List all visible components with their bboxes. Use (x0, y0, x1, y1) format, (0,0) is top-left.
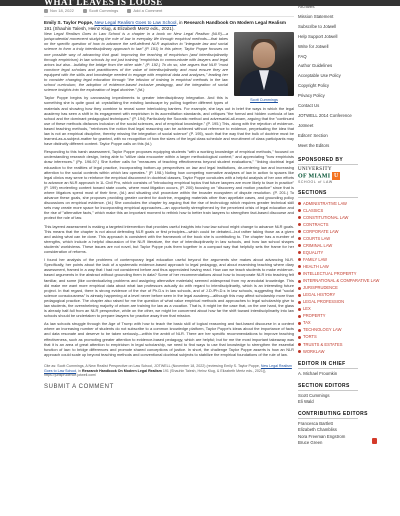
sidebar (298, 2, 398, 516)
sidebar-link[interactable] (298, 2, 398, 12)
sidebar-link[interactable] (298, 111, 398, 121)
editor-link-label: Eli Wald (298, 399, 314, 405)
section-link[interactable] (298, 228, 398, 235)
bullet-icon (298, 202, 301, 205)
sidebar-link[interactable] (298, 81, 398, 91)
section-link[interactable] (298, 284, 398, 291)
byline-in: , in (176, 20, 183, 25)
post-author-link[interactable]: Scott Cummings (88, 8, 119, 13)
bullet-icon (298, 223, 301, 226)
section-link-label: TAX (303, 320, 311, 326)
section-link-label: EQUALITY (303, 249, 324, 255)
section-link[interactable] (298, 256, 398, 263)
bullet-icon (298, 301, 301, 304)
sidebar-link[interactable] (298, 121, 398, 131)
article-body (44, 31, 294, 360)
section-link[interactable] (298, 277, 398, 284)
author-photo[interactable] (234, 32, 294, 96)
bullet-icon (298, 216, 301, 219)
section-link[interactable] (298, 207, 398, 214)
sidebar-link[interactable] (298, 61, 398, 71)
section-link[interactable] (298, 214, 398, 221)
editor-link-label: Scott Cummings (298, 392, 330, 398)
divider (298, 197, 358, 198)
sidebar-link[interactable] (298, 131, 398, 141)
reviewed-authors: Emily S. Taylor Poppe, (44, 20, 94, 25)
bullet-icon (298, 209, 301, 212)
section-link-label: TECHNOLOGY LAW (303, 327, 342, 333)
sidebar-link-label: Archives (298, 4, 315, 9)
section-link-label: CONSTITUTIONAL LAW (303, 214, 349, 220)
bullet-icon (298, 336, 301, 339)
sidebar-link-label: FAQ (298, 53, 307, 59)
divider (298, 418, 358, 419)
bullet-icon (298, 350, 301, 353)
bullet-icon (298, 244, 301, 247)
section-link[interactable] (298, 200, 398, 207)
sponsor-line3: SCHOOL of LAW (298, 179, 333, 184)
section-link[interactable] (298, 270, 398, 277)
sponsor-line1: UNIVERSITY (298, 166, 332, 172)
divider (298, 390, 358, 391)
section-link[interactable] (298, 326, 398, 333)
sidebar-link-label: Author Guidelines (298, 63, 333, 69)
add-comment-link[interactable]: Add a Comment (133, 8, 163, 13)
paragraph-5: I found her analysis of the problems of contemporary legal education useful beyond the arguments she makes about advancing NLR. Specifically, her points about the lack of a systematic evidence-based approach to legal pedagogy, and about examining teaching where diary assessment, framed in a way that I had not considered before and thus appreciated having read. How can we teach students to make evidence-based arguments in the abstract without grounding them in data? Some of her recommendations about how to incorporate NLR into teaching felt familiar, and some (like contextualizing problems and assigning alternative materials) seemed widespread from my anecdotal knowledge. This did make me want more empirical data about what law professors actually do with regard to interdisciplinarity, which is an interesting future project. In that regard, there is strong evidence of the rise of Ph.D.s in law schools, and of J.D./Ph.D.s in law schools, suggesting that "social science consciousness" is already happening at a level never before seen in the legal academy—although this may affect scholarship more than pedagogical practice. The chapter also raised for me the question of what value empirical methods and approaches to legal scholarship give to law students, the overwhelming majority of whom are training for law as a vocation. That is, it might be the case that, on the one hand, the glass is already half-full from an NLR perspective, while on the other, we might be concerned about how far the shift toward interdisciplinarity into law schools should be undertaken to prepare lawyers for practice away from that mission. (44, 257, 294, 319)
bullet-icon (298, 329, 301, 332)
author-photo-caption[interactable]: Scott Cummings (250, 98, 278, 103)
user-icon (83, 9, 87, 13)
sponsor-line2-text: OF MIAMI (298, 172, 331, 179)
sidebar-link[interactable] (298, 52, 398, 62)
section-link[interactable] (298, 333, 398, 340)
sidebar-link-label: Help Support Jotwell (298, 33, 338, 39)
sidebar-link[interactable] (298, 91, 398, 101)
sponsor-logo[interactable] (298, 167, 398, 184)
section-link-label: LEGAL PROFESSION (303, 299, 345, 305)
calendar-icon (44, 9, 48, 13)
sidebar-link[interactable] (298, 12, 398, 22)
sidebar-link[interactable] (298, 22, 398, 32)
editor-link-label: Elizabeth Chambliss (298, 427, 337, 433)
section-editors-heading: SECTION EDITORS (298, 382, 350, 389)
sidebar-link[interactable] (298, 101, 398, 111)
contributing-editors-heading: CONTRIBUTING EDITORS (298, 411, 368, 418)
section-link-label: COURTS LAW (303, 235, 331, 241)
bullet-icon (298, 343, 301, 346)
section-link[interactable] (298, 263, 398, 270)
section-link[interactable] (298, 235, 398, 242)
sponsored-heading: SPONSORED BY (298, 156, 344, 163)
sidebar-link-label: Editors' Section (298, 132, 328, 138)
u-logo-icon: U (334, 172, 339, 179)
section-link-label: HEALTH LAW (303, 264, 329, 270)
sidebar-link[interactable] (298, 32, 398, 42)
paragraph-6: As law schools struggle through the Age of Trump with how to teach the basic skill of logical reasoning and fact-based discourse in a context where an increasing number of students do not subscribe to a common knowledge platform, Taylor Poppe's ideas about the importance of facts and data resonate and deserve to be taken seriously—within the ambit of NLR. There are her specific recommendations to improve teaching effectiveness, such as promoting greater attention to evidence-based pedagogy, which are helpful; but for me the most important takeaway was that it is an area of great attention to empiricism in legal scholarship, we need to find ways to use that knowledge to strengthen the essential function of law: to bridge differences and promote shared conceptions of justice. In short, the challenge Taylor Poppe asserts is how an NLR approach could scale up beyond teaching methods and conventional doctrinal subjects to stabilize the empirical foundations of the rule of law. (44, 321, 294, 357)
paragraph-2: Taylor Poppe begins by canvassing impediments to greater interdisciplinary integration. And this is something she is quite good at: crystallizing the existing landscape by pulling together different types of materials and showing how they combine to reveal some interlocking barriers. For example, she lays out in brief the ways in which the legal academy has seen a shift in its engagement with empiricism in its accreditation standards, and critiques "the formal and hidden curricula of law school and the dominant pedagogical techniques." (P. 194) Particularly the Socratic method and adversarial-all-exam, arguing that the "continued use of these methods disfavors inclusion of the social sciences, and of empirical knowledge." (P. 195.) This, along with the rejection of evidence-based teaching methods, "reinforces the notion that legal reasoning can be achieved without reference to evidence, perpetuating the idea that law is not an empirical discipline, thereby missing the integration of social science" (P. 195), such that the way that the bulk of doctrine must be learned-as-a-subject-matter for granted, with no recognition of how the sizes of the legal class schedule and recruitment of class participants may have distinctly different content. Taylor Poppe calls on this (Id.) (44, 95, 294, 147)
bullet-icon (298, 315, 301, 318)
bullet-icon (298, 287, 301, 290)
section-link-label: INTELLECTUAL PROPERTY (303, 271, 357, 277)
post-meta (44, 8, 294, 14)
paragraph-4: This layered assessment is making a targeted intervention that provides useful insights into how law school might change to advance NLR goals. This means that the chapter is not about defending NLR goals or first principles—which could be debated—but rather taking those as a given and asking what can be done. This approach is consistent with the framework of the book she is contributing to. The chapter has a number of strengths, which include a helpful discussion of the NLR literature, the rise of interdisciplinarity in law schools, and how law school shapes students' worldviews. These issues are not novel, but Taylor Poppe puts them together in a compact way that helpfully sets the frame for her consideration of reforms. (44, 223, 294, 255)
comment-icon (127, 9, 131, 13)
post-title: WHAT LEAVES IS LOOSE (44, 0, 163, 6)
section-link-label: TORTS (303, 334, 317, 340)
divider (298, 164, 358, 165)
section-link[interactable] (298, 249, 398, 256)
bullet-icon (298, 237, 301, 240)
paragraph-1: New Legal Realism Goes to Law School is a chapter in a book on New Legal Realism (NLR)—a jurisprudential movement studying the role of law in everyday life through empirical methods—that takes on the specific question of how to advance the self-defined NLR aspiration to "integrate law and social science to form a truly interdisciplinary approach to law" (P. 191) In this piece, Taylor Poppe focuses on one possible way of advancing that goal: improving the teaching of empiricism (and interdisciplinarity through empiricism) in law schools by not just training "empiricists to communicate with lawyers and legal actors but also…building the bridge from the other side." (P. 192.) To do so, she argues that NLR "must convince legal scholars and practitioners of the value of interdisciplinarity and must ensure they are equipped with the skills and knowledge needed to engage with empirical data and analyses," leading her to consider changing legal education through "the infusion of training in empirical methods in the law school curriculum, the adoption of evidence-based inclusive pedagogy, and the integration of social science insights into the exploration of legal doctrine." (Id.) (44, 31, 228, 93)
byline-details: 191 (Shauhin Talesh, Heinz Klug, & Elizabeth Mertz eds., 2021). (44, 25, 175, 31)
section-link[interactable] (298, 242, 398, 249)
section-link-label: LEGAL HISTORY (303, 292, 336, 298)
sidebar-link-label: Contact Us (298, 103, 320, 109)
sidebar-link[interactable] (298, 42, 398, 52)
bullet-icon (298, 280, 301, 283)
divider (44, 16, 294, 17)
section-link[interactable] (298, 348, 398, 355)
bullet-icon (298, 251, 301, 254)
sidebar-link-label: Subscribe to Jotwell (298, 23, 337, 29)
editor-in-chief-list (298, 371, 398, 377)
bullet-icon (298, 272, 301, 275)
section-link-label: LEX (303, 306, 311, 312)
citation (44, 364, 294, 378)
divider (298, 368, 358, 369)
author-photo-box (234, 32, 294, 102)
sidebar-link-label: Copyright Policy (298, 83, 330, 89)
cite-book-title: Research Handbook On Modern Legal Realism (81, 368, 162, 373)
sections-list (298, 200, 398, 355)
sponsor-line2 (298, 172, 398, 180)
section-link-label: CLASSICS (303, 207, 324, 213)
section-link-label: PROPERTY (303, 313, 326, 319)
cite-lead: Cite as: Scott Cummings, A New Realist Perspective on Law School, JOTWELL (November 18, 2022) (reviewing Emily S. Taylor Poppe, (44, 363, 260, 368)
section-link[interactable] (298, 341, 398, 348)
section-link-label: TRUSTS & ESTATES (303, 341, 343, 347)
sidebar-links (298, 2, 398, 151)
post-date: Nov 18, 2022 (50, 8, 74, 13)
section-link[interactable] (298, 319, 398, 326)
sidebar-link-label: JOTWELL 2014 Conference (298, 112, 352, 118)
section-link-label: FAMILY LAW (303, 256, 328, 262)
bullet-icon (298, 265, 301, 268)
reviewed-book-title: Research Handbook On Modern Legal Realism (183, 20, 286, 25)
section-link-label: JURISPRUDENCE (303, 285, 338, 291)
section-link-label: ADMINISTRATIVE LAW (303, 200, 347, 206)
section-link[interactable] (298, 298, 398, 305)
section-link[interactable] (298, 221, 398, 228)
editor-in-chief-heading: EDITOR IN CHIEF (298, 360, 346, 367)
sidebar-link[interactable] (298, 71, 398, 81)
section-link-label: CRIMINAL LAW (303, 242, 333, 248)
bullet-icon (298, 230, 301, 233)
article (44, 8, 294, 516)
reviewed-work (44, 20, 294, 31)
sidebar-link-label: Mission Statement (298, 13, 334, 19)
sections-heading: SECTIONS (298, 189, 327, 196)
section-link[interactable] (298, 312, 398, 319)
editor-link-label: Francesca Bartlett (298, 421, 333, 427)
cite-article-link[interactable]: New Legal Realism Goes to Law School (44, 363, 292, 373)
bullet-icon (298, 322, 301, 325)
sidebar-link-label: Write for Jotwell (298, 43, 329, 49)
bullet-icon (298, 294, 301, 297)
editor-link-label: A. Michael Froomkin (298, 370, 338, 376)
bullet-icon (298, 308, 301, 311)
bullet-icon (298, 258, 301, 261)
contributing-editors-list (298, 421, 398, 446)
sidebar-link-label: Jotmeet (298, 122, 314, 128)
editor-link-label: Bruce Green (298, 439, 323, 445)
section-link-label: WORKLAW (303, 348, 325, 354)
section-editors-list (298, 393, 398, 405)
section-link[interactable] (298, 305, 398, 312)
section-link-label: CONTRACTS (303, 221, 329, 227)
editor-link[interactable] (298, 399, 398, 405)
section-link[interactable] (298, 291, 398, 298)
editor-link[interactable] (298, 440, 398, 446)
sidebar-link[interactable] (298, 141, 398, 151)
section-link-label: CORPORATE LAW (303, 228, 339, 234)
sidebar-link-label: Acceptable Use Policy (298, 73, 341, 79)
editor-link[interactable] (298, 371, 398, 377)
paragraph-3: Responding to this harsh assessment, Taylor Poppe proposes equipping students "with a working knowledge of empirical methods," focused on understanding research design, being able to "utilize data encounter within a larger methodological context," and appreciating "how empiricists draw inferences." (Pp. 196-97.) She further calls for "measures of teaching effectiveness beyond student evaluations," "linking doctrinal legal education to the realities of legal practice, incorporating bottom-up perspectives on law and legal institutions, de-centering law and increasing attention to the social contexts within which law operates." (P. 198.) Noting how competing normative analyses of law in action to spaces like legal clinics may serve to reinforce the empirical disconnect in doctrinal classes, Taylor Poppe concludes with a helpful analysis of her own efforts to advance an NLR approach in 1L Civil Pro, which consists of "introducing empirical topics that future lawyers are more likely to face in practice" (P. 199) reorienting content toward state courts, where most litigation occurs, (P. 200) focusing on "discovery and motion practice" since that is where litigators spend most of their time, (Id.) and situating civil procedure within the broader ecosystem of dispute resolution. (P. 201.) To advance these goals, she proposes providing greater context for doctrine, engaging materials other than appellate cases, and grounding policy discussions on empirical evidence. (Id.) She concludes the chapter by arguing that the rise of technology which requires greater technical skill sets may create more space for incorporating empirical approaches—an opportunity strengthened by the perceived crisis of legal education and the rise of "alternative facts," which make this an important moment to rethink how to better train lawyers to strengthen fact-based discourse and protect the rule of law. (44, 149, 294, 221)
cite-rest: 191 (Shauhin Talesh, Heinz Klug, & Elizabeth Mertz eds., 2021)), https://jurisprudence.jotwell.com/ (44, 368, 267, 378)
cite-in: , in (76, 368, 81, 373)
section-link-label: INTERNATIONAL & COMPARATIVE LAW (303, 278, 380, 284)
reviewed-article-link[interactable]: New Legal Realism Goes to Law School (94, 20, 177, 25)
submit-comment-heading: SUBMIT A COMMENT (44, 383, 114, 390)
sidebar-link-label: Privacy Policy (298, 93, 325, 99)
editor-link-label: Nora Freeman Engstrom (298, 433, 346, 439)
sidebar-link-label: Meet the Editors (298, 142, 330, 148)
